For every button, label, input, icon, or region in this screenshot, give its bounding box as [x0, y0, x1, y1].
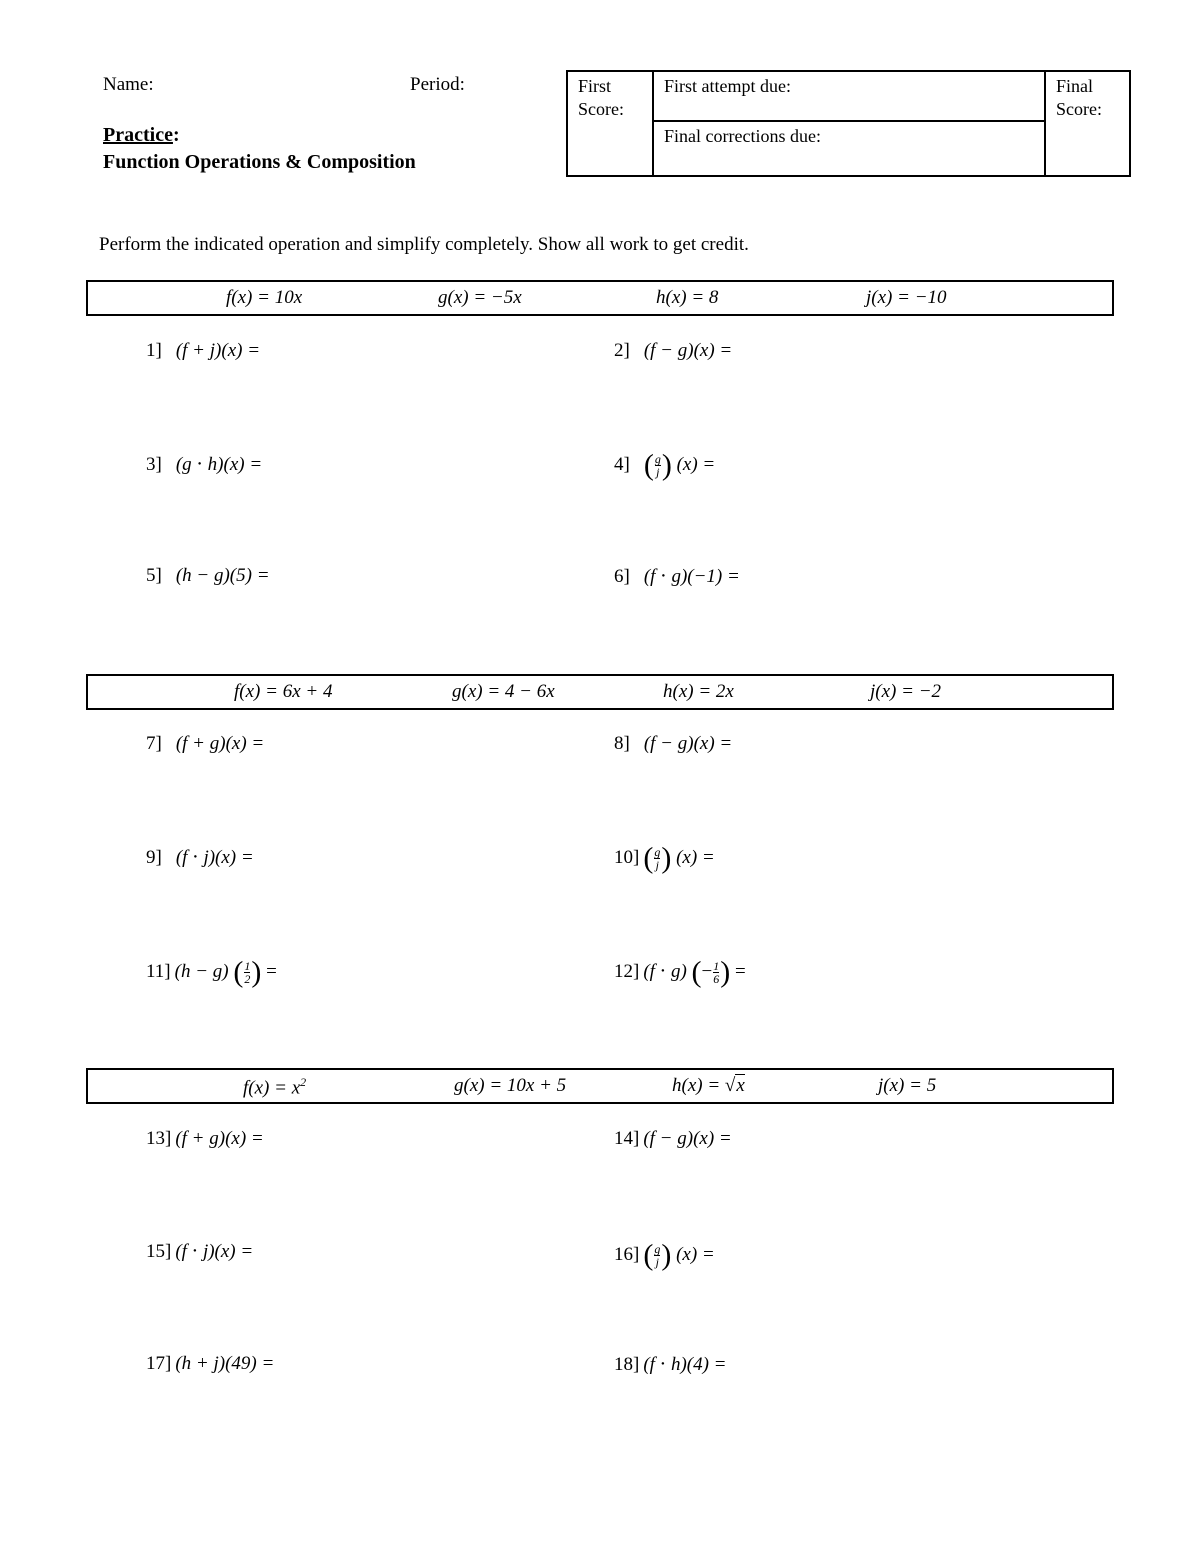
instructions: Perform the indicated operation and simplify completely. Show all work to get credit. — [99, 234, 749, 255]
problem-1 — [146, 340, 260, 362]
final-score-cell[interactable] — [1044, 72, 1129, 175]
first-score-label-2: Score: — [578, 99, 624, 119]
def-j: j(x) = −10 — [866, 287, 947, 308]
fraction-bottom: 2 — [244, 972, 251, 986]
def-g: g(x) = 4 − 6x — [452, 681, 555, 702]
problem-number: 14] — [614, 1128, 640, 1149]
function-definitions-set-3 — [86, 1068, 1114, 1104]
problem-expression: (f − g)(x) = — [643, 340, 733, 361]
problem-expression: (x) = — [676, 846, 715, 868]
problem-16: 16] ( $\frac{g}{j}$ ) (x) = — [614, 1238, 715, 1272]
practice-title — [103, 124, 180, 147]
problem-expression: (f − g)(x) = — [643, 1128, 732, 1149]
period-label: Period: — [410, 74, 465, 95]
def-g: g(x) = −5x — [438, 287, 522, 308]
problem-7 — [146, 733, 264, 755]
problem-5 — [146, 565, 270, 587]
problem-12: 12] (f ⋅ g) (− $\frac{1}{6}$ ) = — [614, 955, 746, 989]
first-attempt-due-label: First attempt due: — [664, 76, 791, 96]
final-score-label-2: Score: — [1056, 99, 1102, 119]
problem-expression: (f − g)(x) = — [643, 733, 733, 754]
final-score-label-1: Final — [1056, 76, 1094, 96]
def-j: j(x) = −2 — [870, 681, 942, 702]
fraction — [713, 960, 719, 985]
problem-number: 18] — [614, 1354, 640, 1375]
problem-number: 15] — [146, 1241, 172, 1262]
problem-number: 13] — [146, 1128, 172, 1149]
problem-15 — [146, 1240, 253, 1263]
def-f-exponent: 2 — [300, 1075, 307, 1089]
problem-expression: (h − g) — [174, 960, 229, 982]
problem-expression: (f ⋅ j)(x) = — [175, 1241, 254, 1262]
def-h — [672, 1075, 745, 1097]
problem-number: 12] — [614, 961, 640, 982]
problem-number: 4] — [614, 453, 630, 475]
fraction-top: 1 — [713, 959, 720, 974]
fraction-top: g — [654, 1242, 661, 1256]
practice-label: Practice — [103, 124, 173, 146]
name-label: Name: — [103, 74, 154, 95]
def-h: h(x) = 8 — [656, 287, 719, 308]
def-j: j(x) = 5 — [878, 1075, 937, 1096]
equals-sign: = — [266, 960, 277, 982]
problem-expression: (f + g)(x) = — [175, 733, 265, 754]
first-score-label-1: First — [578, 76, 612, 96]
problem-13 — [146, 1128, 264, 1150]
first-score-cell[interactable] — [568, 72, 654, 175]
problem-number: 17] — [146, 1353, 172, 1374]
fraction-bottom: 6 — [713, 972, 720, 987]
fraction-top: g — [654, 452, 661, 466]
problem-number: 6] — [614, 566, 630, 587]
problem-number: 11] — [146, 960, 171, 982]
fraction-bottom: j — [655, 858, 659, 872]
def-f: f(x) = 10x — [226, 287, 303, 308]
def-h-text: h(x) = — [672, 1075, 725, 1096]
problem-number: 2] — [614, 340, 630, 361]
fraction — [655, 453, 661, 478]
problem-expression: (f ⋅ g)(−1) = — [643, 566, 740, 587]
problem-number: 10] — [614, 846, 640, 868]
problem-2 — [614, 340, 732, 362]
problem-expression: (x) = — [676, 1243, 715, 1265]
def-f — [243, 1075, 306, 1099]
practice-colon: : — [172, 124, 180, 146]
fraction-bottom: j — [656, 465, 660, 479]
problem-3 — [146, 453, 262, 476]
function-definitions-set-1 — [86, 280, 1114, 316]
problem-8 — [614, 733, 732, 755]
problem-number: 3] — [146, 454, 162, 475]
function-definitions-set-2 — [86, 674, 1114, 710]
problem-number: 5] — [146, 565, 162, 586]
final-corrections-due-label: Final corrections due: — [664, 126, 821, 146]
def-h: h(x) = 2x — [663, 681, 734, 702]
problem-6 — [614, 565, 740, 588]
problem-9 — [146, 846, 254, 869]
fraction — [654, 1243, 660, 1268]
equals-sign: = — [734, 961, 746, 982]
problem-10: 10] ( $\frac{g}{j}$ ) (x) = — [614, 841, 715, 875]
problem-4: 4] ( $\frac{g}{j}$ ) (x) = — [614, 448, 716, 482]
fraction-bottom: j — [655, 1255, 659, 1269]
problem-expression: (f + g)(x) = — [175, 1128, 264, 1149]
problem-number: 7] — [146, 733, 162, 754]
fraction — [244, 960, 250, 985]
problem-number: 16] — [614, 1243, 640, 1265]
problem-expression: (f ⋅ h)(4) = — [643, 1354, 727, 1375]
problem-number: 8] — [614, 733, 630, 754]
problem-expression: (f ⋅ j)(x) = — [175, 847, 254, 868]
problem-expression: (f ⋅ g) — [643, 961, 687, 982]
problem-expression: (f + j)(x) = — [175, 340, 261, 361]
first-attempt-due-cell[interactable] — [654, 72, 1044, 122]
final-corrections-due-cell[interactable] — [654, 122, 1044, 175]
worksheet-subtitle: Function Operations & Composition — [103, 151, 416, 173]
problem-number: 1] — [146, 340, 162, 361]
problem-17 — [146, 1353, 274, 1375]
fraction-top: g — [654, 845, 661, 859]
def-g: g(x) = 10x + 5 — [454, 1075, 567, 1096]
problem-11: 11] (h − g) ( $\frac{1}{2}$ ) = — [146, 955, 277, 989]
problem-expression: (h − g)(5) = — [175, 565, 270, 586]
problem-18 — [614, 1353, 727, 1376]
problem-expression: (g ⋅ h)(x) = — [175, 454, 263, 475]
fraction — [654, 846, 660, 871]
def-h-radicand: x — [736, 1075, 745, 1096]
sqrt-icon: √ — [724, 1075, 736, 1096]
problem-expression: (x) = — [676, 453, 716, 475]
fraction-top: 1 — [244, 959, 251, 973]
problem-expression: (h + j)(49) = — [175, 1353, 275, 1374]
problem-14 — [614, 1128, 732, 1150]
problem-number: 9] — [146, 847, 162, 868]
def-f: f(x) = 6x + 4 — [234, 681, 333, 702]
def-f-text: f(x) = x — [243, 1077, 301, 1099]
score-box — [566, 70, 1131, 177]
minus-sign: − — [701, 961, 713, 982]
